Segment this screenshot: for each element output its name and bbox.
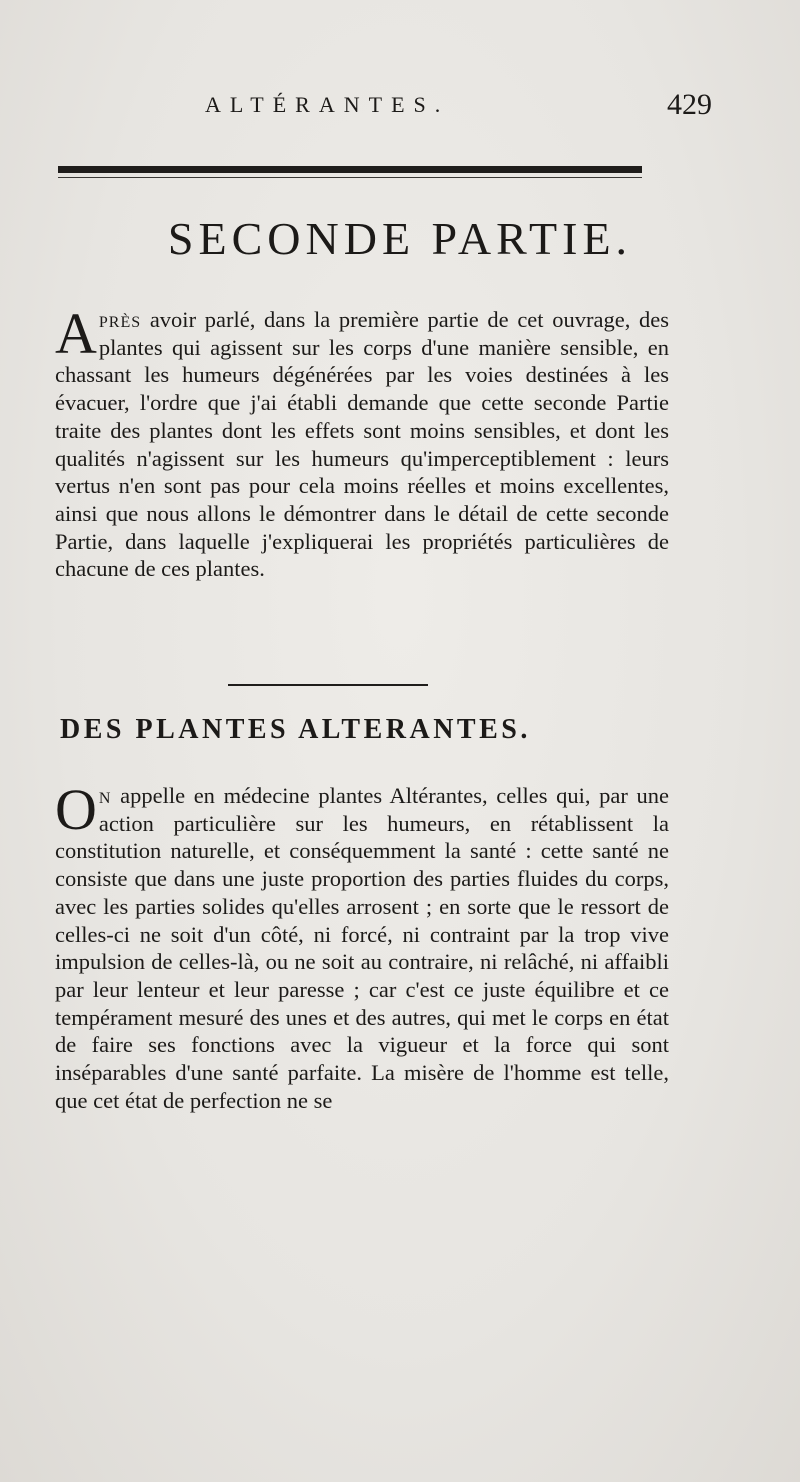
smallcaps-lead: près [98,307,142,332]
section-title: DES PLANTES ALTERANTES. [60,714,531,745]
paragraph-text: avoir parlé, dans la première partie de cet ouvrage, des plantes qui agissent sur les corps d'une manière sensible, en chassant les humeurs dégénérées par les voies destinées à les évacuer, l'ordre que j'ai établi demande que cette seconde Partie traite des plantes dont les effets sont moins sensibles, et dont les qualités n'agissent sur les humeurs qu'imperceptiblement : leurs vertus n'en sont pas pour cela moins réelles et moins excellentes, ainsi que nous allons le démontrer dans le détail de cette seconde Partie, dans laquelle j'expliquerai les propriétés particulières de chacune de ces plantes. [55,307,669,582]
section-divider [228,684,428,686]
page-number: 429 [667,88,712,121]
paragraph-text: appelle en médecine plantes Altérantes, celles qui, par une action particulière sur les humeurs, en rétablissent la constitution naturelle, et conséquemment la santé : cette santé ne consiste que dans une juste proportion des parties fluides du corps, avec les parties solides qu'elles arrosent ; en sorte que le ressort de celles-ci ne soit d'un côté, ni forcé, ni contraint par la trop vive impulsion de celles-là, ou ne soit au contraire, ni relâché, ni affaibli par leur lenteur et leur paresse ; car c'est ce juste équilibre et ce tempérament mesuré des unes et des autres, qui met le corps en état de faire ses fonctions avec la vigueur et la force qui sont inséparables d'une santé parfaite. La misère de l'homme est telle, que cet état de perfection ne se [55,783,669,1113]
paragraph-intro [55,301,669,583]
header-rule-thin [58,177,642,178]
header-rule-thick [58,166,642,173]
smallcaps-lead: n [98,783,112,808]
part-title: SECONDE PARTIE. [167,213,633,264]
running-head [60,88,712,132]
running-title: ALTÉRANTES. [205,92,450,117]
dropcap: O [55,777,97,842]
dropcap: A [55,301,97,366]
paragraph-definition [55,777,669,1114]
